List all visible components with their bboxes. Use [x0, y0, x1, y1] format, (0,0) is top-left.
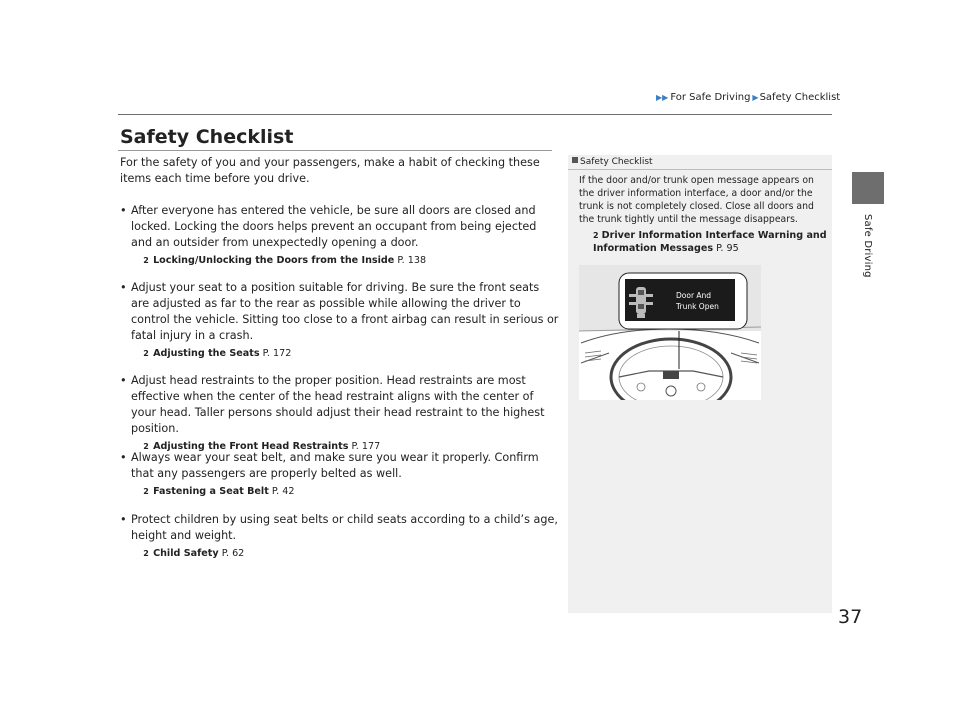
reference-arrow-icon: 2 — [593, 231, 599, 240]
note-reference-title: Driver Information Interface Warning and Information Messages — [593, 230, 827, 254]
reference-page: P. 62 — [221, 548, 245, 559]
checklist-item — [120, 203, 560, 269]
checklist-item — [120, 450, 560, 500]
note-body: If the door and/or trunk open message appears on the driver information interface, a door and/or the trunk is not completely closed. Close all doors and the trunk tightly until the message disappears. — [579, 175, 814, 225]
checklist-item — [120, 280, 560, 362]
bullet-icon: • — [120, 374, 127, 387]
page-number: 37 — [838, 606, 863, 628]
note-heading-text: Safety Checklist — [580, 157, 653, 167]
checklist-item-text: After everyone has entered the vehicle, be sure all doors are closed and locked. Locking the doors helps prevent an occupant from being ejected and an outsider from unexpectedly opening a door. — [131, 204, 537, 249]
note-marker-icon — [572, 157, 578, 163]
bullet-icon: • — [120, 204, 127, 217]
breadcrumb — [656, 92, 840, 103]
reference-page: P. 42 — [271, 486, 295, 497]
info-display-icon — [663, 371, 679, 379]
reference-title: Locking/Unlocking the Doors from the Inside — [153, 255, 395, 266]
reference-title: Adjusting the Front Head Restraints — [153, 441, 349, 452]
reference-page: P. 177 — [351, 441, 381, 452]
reference-page: P. 172 — [262, 348, 292, 359]
reference-title: Adjusting the Seats — [153, 348, 260, 359]
header-divider — [118, 114, 832, 115]
note-reference-page: P. 95 — [716, 243, 739, 254]
checklist-item — [120, 373, 560, 455]
note-cross-reference-link[interactable] — [593, 229, 829, 255]
note-heading — [572, 157, 653, 167]
section-tab-label: Safe Driving — [862, 214, 873, 278]
note-divider — [568, 169, 832, 170]
message-line-1: Door And — [676, 291, 712, 300]
title-divider — [118, 150, 552, 151]
reference-title: Fastening a Seat Belt — [153, 486, 269, 497]
cross-reference-link[interactable] — [120, 346, 560, 362]
reference-title: Child Safety — [153, 548, 219, 559]
cross-reference-link[interactable] — [120, 546, 560, 562]
section-tab-marker — [852, 172, 884, 204]
breadcrumb-arrow-icon: ▶ — [752, 93, 759, 102]
intro-paragraph: For the safety of you and your passengers, make a habit of checking these items each time before you drive. — [120, 156, 540, 185]
reference-arrow-icon: 2 — [143, 349, 149, 358]
checklist-item-text: Adjust head restraints to the proper position. Head restraints are most effective when the center of the head restraint aligns with the center of your head. Taller persons should adjust their head restraint to the highest position. — [131, 374, 545, 435]
reference-arrow-icon: 2 — [143, 487, 149, 496]
dashboard-illustration — [579, 265, 761, 400]
checklist-item — [120, 512, 560, 562]
page-title: Safety Checklist — [120, 126, 294, 148]
reference-arrow-icon: 2 — [143, 549, 149, 558]
breadcrumb-item-safety-checklist[interactable]: Safety Checklist — [759, 92, 841, 103]
message-line-2: Trunk Open — [676, 302, 719, 311]
checklist-item-text: Protect children by using seat belts or child seats according to a child’s age, height and weight. — [131, 513, 558, 542]
reference-arrow-icon: 2 — [143, 256, 149, 265]
bullet-icon: • — [120, 451, 127, 464]
checklist-item-text: Adjust your seat to a position suitable for driving. Be sure the front seats are adjusted as far to the rear as possible while allowing the driver to control the vehicle. Sitting too close to a front airbag can result in serious or fatal injury in a crash. — [131, 281, 559, 342]
bullet-icon: • — [120, 513, 127, 526]
breadcrumb-item-for-safe-driving[interactable]: For Safe Driving — [670, 92, 751, 103]
reference-arrow-icon: 2 — [143, 442, 149, 451]
bullet-icon: • — [120, 281, 127, 294]
cross-reference-link[interactable] — [120, 484, 560, 500]
reference-page: P. 138 — [397, 255, 427, 266]
breadcrumb-arrow-icon: ▶▶ — [656, 93, 669, 102]
cross-reference-link[interactable] — [120, 253, 560, 269]
checklist-item-text: Always wear your seat belt, and make sure you wear it properly. Confirm that any passengers are properly belted as well. — [131, 451, 539, 480]
